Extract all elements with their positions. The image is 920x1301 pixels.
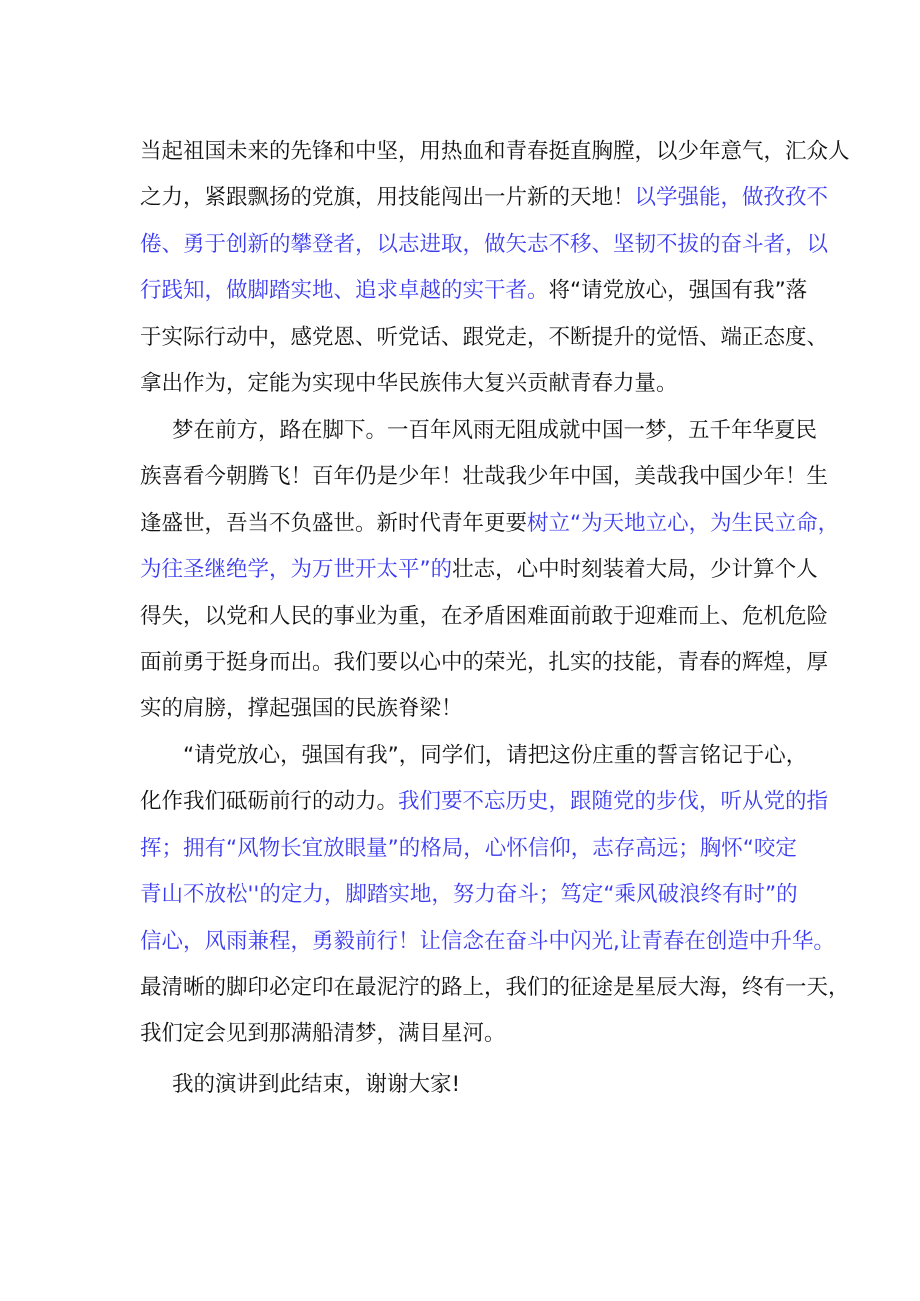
- paragraph-3-line: [140, 834, 797, 864]
- highlighted-text: 青山不放松''的定力，脚踏实地，努力奋斗；笃定“乘风破浪终有时”的: [140, 882, 798, 908]
- paragraph-2-line: [140, 462, 829, 492]
- paragraph-3-line: [140, 1019, 790, 1049]
- body-text: 梦在前方，路在脚下。一百年风雨无阻成就中国一梦，五千年华夏民: [172, 418, 818, 443]
- paragraph-3-line: [140, 927, 835, 957]
- paragraph-2-line: [140, 602, 829, 632]
- paragraph-3-line: [140, 787, 829, 817]
- paragraph-3-line: [140, 880, 798, 910]
- paragraph-1-line: [140, 230, 829, 260]
- highlighted-text: 为往圣继绝学，为万世开太平”的: [140, 557, 453, 583]
- body-text: 得失，以党和人民的事业为重，在矛盾困难面前敢于迎难而上、危机危险: [140, 603, 829, 629]
- body-text: 于实际行动中，感党恩、听党话、跟党走，不断提升的觉悟、端正态度、: [140, 324, 829, 350]
- body-text: 化作我们砥砺前行的动力。: [140, 789, 399, 815]
- body-text: “请党放心，强国有我”，同学们，请把这份庄重的誓言铭记于心，: [183, 743, 808, 768]
- paragraph-1-line: [140, 323, 829, 353]
- body-text: 壮志，心中时刻装着大局，少计算个人: [452, 557, 818, 583]
- highlighted-text: 挥；拥有“风物长宜放眼量”的格局，心怀信仰，志存高远；胸怀“咬定: [140, 835, 797, 861]
- body-text: 逢盛世，吾当不负盛世。新时代青年更要: [140, 510, 528, 536]
- paragraph-3-line: [140, 973, 850, 1003]
- body-text: 将“请党放心，强国有我”落: [548, 278, 808, 304]
- paragraph-2-line: [172, 416, 818, 446]
- highlighted-text: 倦、勇于创新的攀登者，以志进取，做矢志不移、坚韧不拔的奋斗者，以: [140, 231, 829, 257]
- body-text: 族喜看今朝腾飞！百年仍是少年！壮哉我少年中国，美哉我中国少年！生: [140, 464, 829, 490]
- paragraph-2-line: [140, 694, 790, 724]
- body-text: 我们定会见到那满船清梦，满目星河。: [140, 1021, 506, 1047]
- highlighted-text: 行践知，做脚踏实地、追求卓越的实干者。: [140, 278, 549, 304]
- highlighted-text: 以学强能，做孜孜不: [634, 185, 829, 211]
- highlighted-text: 树立“为天地立心，为生民立命，: [527, 510, 840, 536]
- body-text: 实的肩膀，撑起强国的民族脊梁！: [140, 696, 463, 722]
- paragraph-1-line: [140, 137, 850, 167]
- paragraph-4-line: [172, 1070, 790, 1100]
- body-text: 最清晰的脚印必定印在最泥泞的路上，我们的征途是星辰大海，终有一天，: [140, 975, 850, 1000]
- paragraph-2-line: [140, 509, 840, 539]
- paragraph-2-line: [140, 648, 829, 678]
- paragraph-3-line: [183, 741, 808, 771]
- body-text: 当起祖国未来的先锋和中坚，用热血和青春挺直胸膛，以少年意气，汇众人: [140, 139, 850, 164]
- body-text: 之力，紧跟飘扬的党旗，用技能闯出一片新的天地！: [140, 185, 635, 211]
- body-text: 拿出作为，定能为实现中华民族伟大复兴贡献青春力量。: [140, 371, 678, 396]
- body-text: 我的演讲到此结束，谢谢大家!: [172, 1072, 461, 1097]
- body-text: 面前勇于挺身而出。我们要以心中的荣光，扎实的技能，青春的辉煌，厚: [140, 650, 829, 675]
- paragraph-1-line: [140, 369, 790, 399]
- paragraph-1-line: [140, 276, 808, 306]
- paragraph-2-line: [140, 555, 818, 585]
- paragraph-1-line: [140, 183, 829, 213]
- highlighted-text: 信心，风雨兼程，勇毅前行！让信念在奋斗中闪光,让青春在创造中升华。: [140, 928, 835, 954]
- highlighted-text: 我们要不忘历史，跟随党的步伐，听从党的指: [398, 789, 829, 815]
